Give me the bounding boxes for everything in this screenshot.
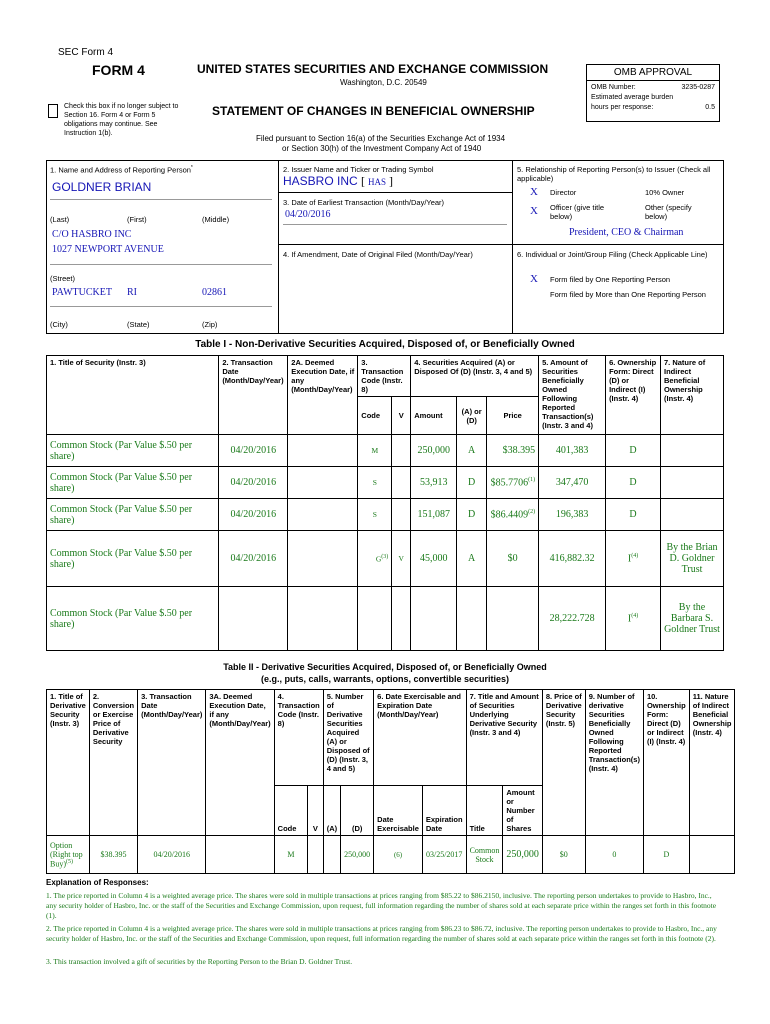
omb-title: OMB APPROVAL — [587, 65, 719, 81]
filed-line1: Filed pursuant to Section 16(a) of the Securities Exchange Act of 1934 — [256, 134, 506, 143]
box6-label: 6. Individual or Joint/Group Filing (Check Applicable Line) — [517, 250, 708, 259]
t1-h3: 3. Transaction Code (Instr. 8) — [358, 356, 411, 397]
t1-h6: 6. Ownership Form: Direct (D) or Indirect (I) (Instr. 4) — [606, 356, 661, 435]
commission-location: Washington, D.C. 20549 — [340, 78, 427, 87]
zip-value: 02861 — [202, 287, 227, 298]
table-row: Option (Right top Buy)$^{(5)}$ $38.395 04/20/2016 M 250,000 (6) 03/25/2017 Common Stock 250,000 $0 0 D — [47, 836, 735, 874]
table2-subtitle: (e.g., puts, calls, warrants, options, convertible securities) — [260, 674, 510, 684]
footnote-3: 3. This transaction involved a gift of securities by the Reporting Person to the Brian D. Goldner Trust. — [46, 957, 353, 966]
address-line1: C/O HASBRO INC — [52, 229, 132, 240]
statement-title: STATEMENT OF CHANGES IN BENEFICIAL OWNERSHIP — [212, 104, 535, 118]
footnote-1: 1. The price reported in Column 4 is a weighted average price. The shares were sold in multiple transactions at prices ranging from $85.22 to $86.2150, inclusive. The reporting person undertakes to provide to Hasbro, Inc., any security holder of Hasbro, Inc. or the staff of the Securities and Exchange Commission, upon request, full information regarding the number of shares sold at each separate price within the ranges set forth in this footnote (1). — [46, 891, 717, 920]
omb-number-label: OMB Number: — [591, 84, 636, 91]
state-value: RI — [127, 287, 137, 298]
city-label: (City) — [50, 320, 68, 329]
t1-h7: 7. Nature of Indirect Beneficial Ownership (Instr. 4) — [661, 356, 724, 435]
first-label: (First) — [127, 215, 147, 224]
officer-label: Officer (give title below) — [550, 203, 605, 221]
more-persons-label: Form filed by More than One Reporting Person — [550, 290, 706, 299]
t1-price-h: Price — [487, 397, 539, 435]
last-label: (Last) — [50, 215, 70, 224]
director-check[interactable]: X — [530, 186, 538, 198]
t1-h2: 2. Transaction Date (Month/Day/Year) — [219, 356, 288, 435]
reporting-person-name[interactable]: GOLDNER BRIAN — [52, 180, 152, 194]
table2-title: Table II - Derivative Securities Acquired, Disposed of, or Beneficially Owned — [223, 662, 547, 672]
table-row: Common Stock (Par Value $.50 per share) 04/20/2016 $G^{(3)}$ V 45,000 A $0 416,882.32 $I^{(4)}$ By the Brian D. Goldner Trust — [47, 531, 724, 587]
earliest-transaction-date: 04/20/2016 — [285, 209, 331, 220]
director-label: Director — [550, 188, 577, 197]
officer-check[interactable]: X — [530, 205, 538, 217]
ticker-symbol: HAS — [368, 177, 387, 187]
t1-h4: 4. Securities Acquired (A) or Disposed Of (D) (Instr. 3, 4 and 5) — [411, 356, 539, 397]
box4-label: 4. If Amendment, Date of Original Filed (Month/Day/Year) — [283, 250, 473, 259]
box1-label: 1. Name and Address of Reporting Person* — [50, 165, 193, 175]
box3-label: 3. Date of Earliest Transaction (Month/Day/Year) — [283, 198, 445, 207]
one-person-check[interactable]: X — [530, 273, 538, 285]
address-line2: 1027 NEWPORT AVENUE — [52, 244, 164, 255]
table-row: Common Stock (Par Value $.50 per share) 04/20/2016 M 250,000 A $38.395 401,383 D — [47, 435, 724, 467]
street-label: (Street) — [50, 274, 76, 283]
state-label: (State) — [127, 320, 150, 329]
checkbox-text: Check this box if no longer subject to Section 16. Form 4 or Form 5 obligations may continue. See Instruction 1(b). — [64, 103, 179, 137]
other-label: Other (specify below) — [645, 203, 692, 221]
middle-label: (Middle) — [202, 215, 230, 224]
form-title: FORM 4 — [92, 62, 145, 78]
omb-hours-label: hours per response: — [591, 104, 654, 111]
t1-v-h: V — [392, 397, 411, 435]
table1 — [46, 355, 724, 651]
box5-label: 5. Relationship of Reporting Person(s) to Issuer (Check all applicable) — [517, 165, 711, 183]
commission-title: UNITED STATES SECURITIES AND EXCHANGE COMMISSION — [197, 62, 549, 76]
table-row: Common Stock (Par Value $.50 per share) 04/20/2016 S 53,913 D $85.7706$^{(1)}$ 347,470 D — [47, 467, 724, 499]
t1-h1: 1. Title of Security (Instr. 3) — [47, 356, 219, 435]
issuer-name[interactable]: HASBRO INC — [283, 174, 358, 188]
t1-ad-h: (A) or (D) — [457, 397, 487, 435]
omb-number: 3235-0287 — [681, 84, 715, 91]
table-row: Common Stock (Par Value $.50 per share) 04/20/2016 S 151,087 D $86.4409$^{(2)}$ 196,383 D — [47, 499, 724, 531]
table1-title: Table I - Non-Derivative Securities Acquired, Disposed of, or Beneficially Owned — [195, 339, 575, 350]
omb-burden-label: Estimated average burden — [591, 94, 674, 101]
t1-code-h: Code — [358, 397, 392, 435]
city-value: PAWTUCKET — [52, 287, 112, 298]
box2-label: 2. Issuer Name and Ticker or Trading Symbol — [283, 165, 434, 174]
ten-pct-owner-label: 10% Owner — [645, 188, 685, 197]
t1-h2a: 2A. Deemed Execution Date, if any (Month/Day/Year) — [288, 356, 358, 435]
explanation-title: Explanation of Responses: — [46, 878, 149, 887]
one-person-label: Form filed by One Reporting Person — [550, 275, 671, 284]
filed-line2: or Section 30(h) of the Investment Company Act of 1940 — [282, 144, 482, 153]
zip-label: (Zip) — [202, 320, 218, 329]
issuer-line: HASBRO INC [ HAS ] — [283, 174, 394, 188]
sec-form-label: SEC Form 4 — [58, 47, 114, 58]
officer-title: President, CEO & Chairman — [569, 227, 684, 238]
footnote-2: 2. The price reported in Column 4 is a weighted average price. The shares were sold in multiple transactions at prices ranging from $86.23 to $86.72, inclusive. The reporting person undertakes to provide to Hasbro, Inc., any security holder of Hasbro, Inc. or the staff of the Securities and Exchange Commission, upon request, full information regarding the number of shares sold at each separate price within the ranges set forth in this footnote (2). — [46, 924, 717, 943]
omb-box — [586, 64, 720, 122]
checkbox-no-longer-subject[interactable] — [48, 104, 58, 118]
omb-hours: 0.5 — [705, 104, 715, 111]
table-row: Common Stock (Par Value $.50 per share) 28,222.728 $I^{(4)}$ By the Barbara S. Goldner Trust — [47, 587, 724, 651]
t1-amount-h: Amount — [411, 397, 457, 435]
t1-h5: 5. Amount of Securities Beneficially Owned Following Reported Transaction(s) (Instr. 3 and 4) — [539, 356, 606, 435]
table2: 1. Title of Derivative Security (Instr. 3) 2. Conversion or Exercise Price of Derivative Security 3. Transaction Date (Month/Day/Year) 3A. Deemed Execution Date, if any (Month/Day/Year) 4. Transaction Code (Instr. 8) 5. Number of Derivative Securities Acquired (A) or Disposed of (D) (Instr. 3, 4 and 5) 6. Date Exercisable and Expiration Date (Month/Day/Year) 7. Title and Amount of Securities Underlying Derivative Security (Instr. 3 and 4) 8. Price of Derivative Security (Instr. 5) 9. Number of derivative Securities Beneficially Owned Following Reported Transaction(s) (Instr. 4) 10. Ownership Form: Direct (D) or Indirect (I) (Instr. 4) 11. Nature of Indirect Beneficial Ownership (Instr. 4) Code V (A) (D) Date Exercisable Expiration Date Title Amount or Number of Shares Option (Right top Buy)$^{(5)}$ $38.395 04/20/2016 M 250,000 (6) 03/25/2017 Common Stock 250,000 $0 0 D — [46, 689, 724, 874]
